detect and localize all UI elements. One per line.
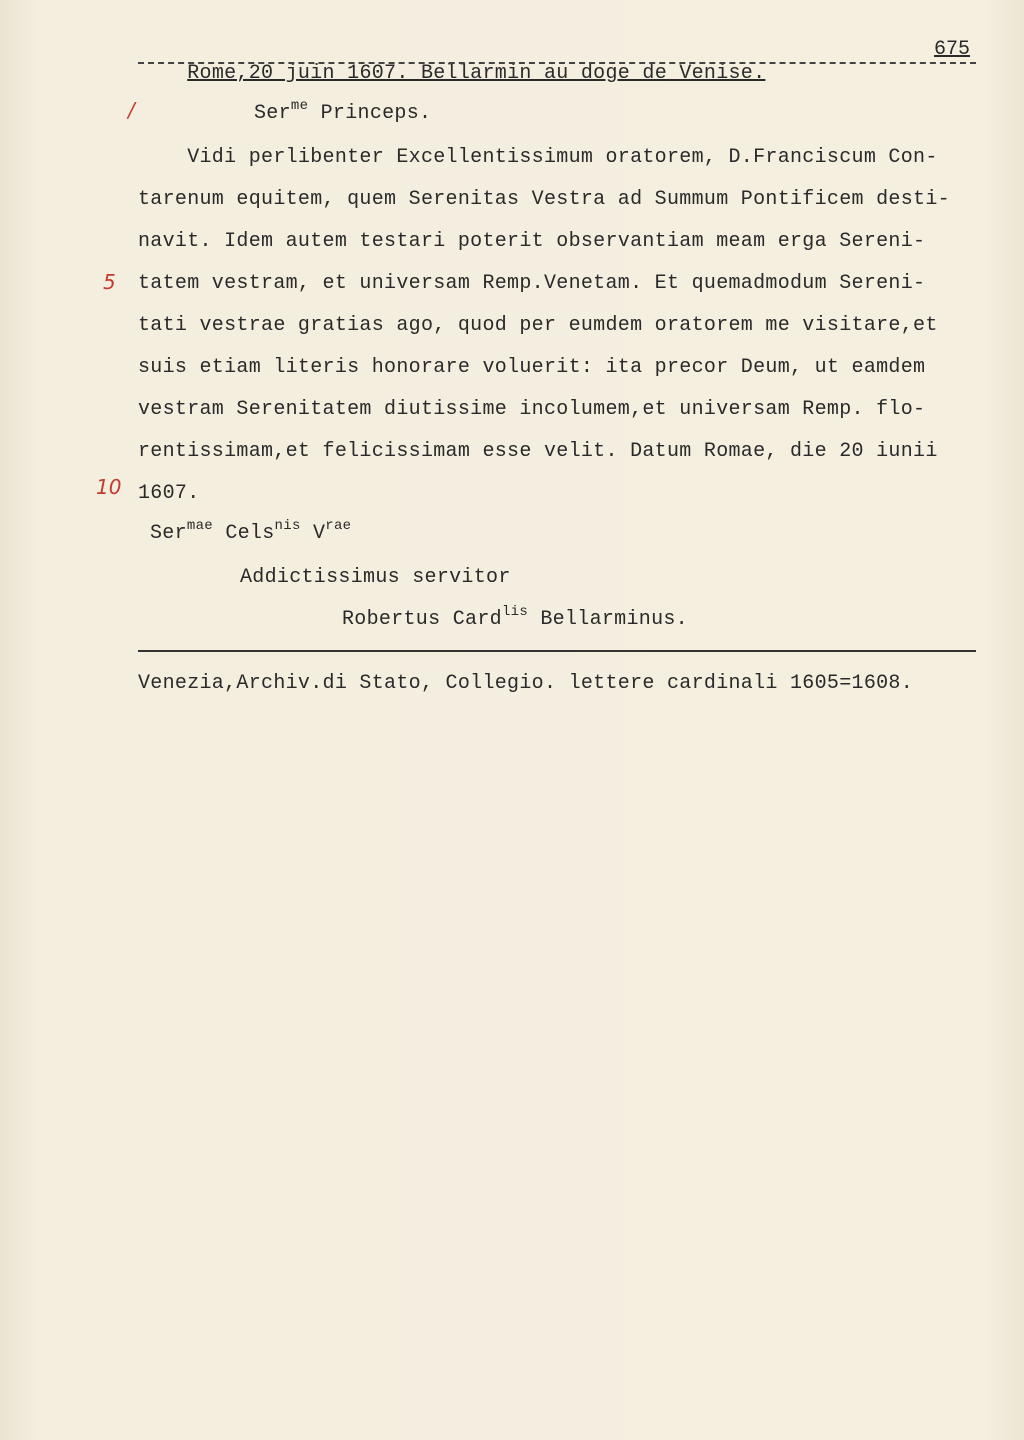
- closing-formula: Ser$^{mae}$ Cels$^{nis}$ $V^{rae}$: [150, 518, 352, 545]
- body-line-3: navit. Idem autem testari poterit observantiam meam erga Sereni-: [138, 230, 926, 253]
- page-number: 675: [934, 38, 971, 61]
- margin-mark-10: 10: [96, 475, 122, 499]
- header-title: Rome,20 juin 1607. Bellarmin au doge de Venise.: [187, 62, 766, 85]
- body-line-7: vestram Serenitatem diutissime incolumem,et universam Remp. flo-: [138, 398, 926, 421]
- signature: Robertus Card$^{lis}$ Bellarminus.: [342, 604, 688, 631]
- salutation: Ser$^{me}$ Princeps.: [254, 98, 432, 125]
- document-header: [138, 38, 765, 110]
- body-line-8: rentissimam,et felicissimam esse velit. Datum Romae, die 20 iunii: [138, 440, 938, 463]
- body-line-6: suis etiam literis honorare voluerit: ita precor Deum, ut eamdem: [138, 356, 926, 379]
- footer-rule: [138, 650, 976, 652]
- header-divider: [138, 62, 976, 64]
- body-line-5: tati vestrae gratias ago, quod per eumdem oratorem me visitare,et: [138, 314, 938, 337]
- body-line-1: Vidi perlibenter Excellentissimum oratorem, D.Franciscum Con-: [138, 146, 938, 169]
- margin-mark-5: 5: [103, 270, 116, 294]
- body-line-4: tatem vestram, et universam Remp.Venetam. Et quemadmodum Sereni-: [138, 272, 926, 295]
- margin-mark-1: /: [128, 98, 135, 122]
- body-line-9: 1607.: [138, 482, 200, 505]
- source-citation: Venezia,Archiv.di Stato, Collegio. lettere cardinali 1605=1608.: [138, 672, 914, 695]
- body-line-2: tarenum equitem, quem Serenitas Vestra ad Summum Pontificem desti-: [138, 188, 950, 211]
- closing-addictissimus: Addictissimus servitor: [240, 566, 511, 589]
